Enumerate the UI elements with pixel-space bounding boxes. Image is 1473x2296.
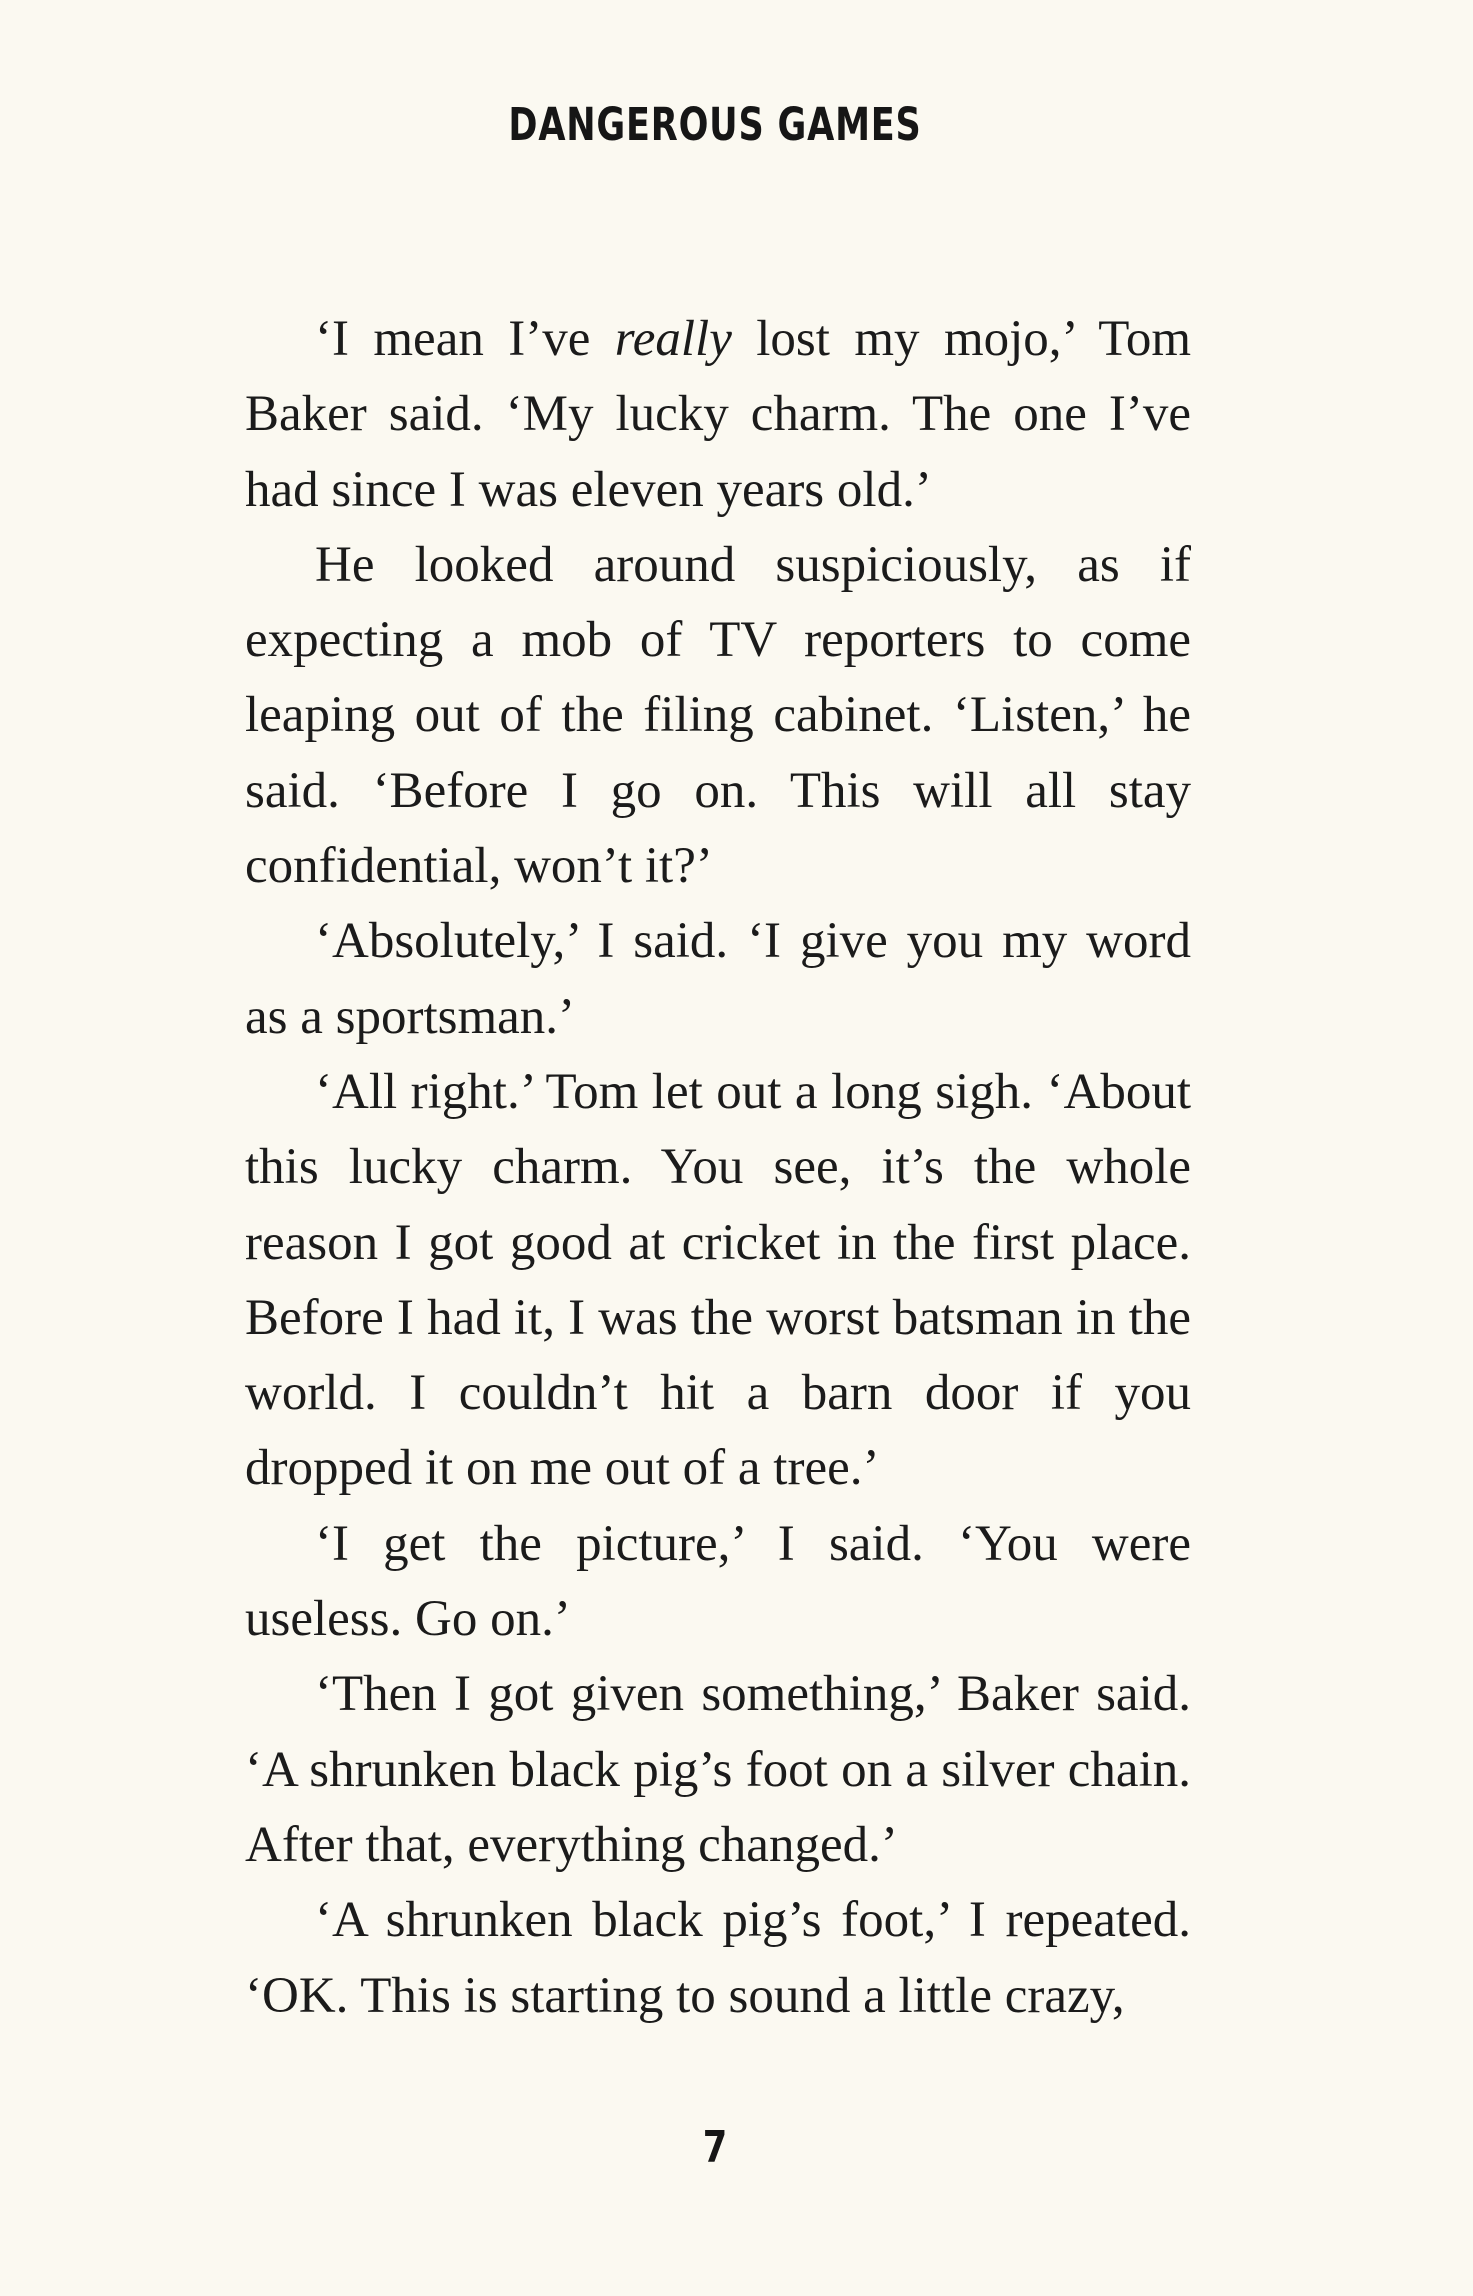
paragraph: ‘I get the picture,’ I said. ‘You were useless. Go on.’ (245, 1515, 1191, 1648)
emphasis-text: really (614, 311, 732, 367)
running-head: DANGEROUS GAMES (508, 98, 922, 151)
paragraph-text: ‘I mean I’ve (315, 311, 615, 367)
paragraph (245, 302, 1191, 528)
paragraph: ‘A shrunken black pig’s foot,’ I repeated. ‘OK. This is starting to sound a little crazy, (245, 1892, 1191, 2024)
paragraph: He looked around suspiciously, as if expecting a mob of TV reporters to come leaping out of the filing cabinet. ‘Listen,’ he said. ‘Before I go on. This will all stay confidential, won’t it?’ (245, 536, 1191, 895)
paragraph: ‘All right.’ Tom let out a long sigh. ‘About this lucky charm. You see, it’s the whole reason I got good at cricket in the first place. Before I had it, I was the worst batsman in the world. I couldn’t hit a barn door if you dropped it on me out of a tree.’ (245, 1063, 1191, 1497)
paragraph: ‘Then I got given something,’ Baker said. ‘A shrunken black pig’s foot on a silver chain. After that, everything changed.’ (245, 1666, 1191, 1873)
paragraph: ‘Absolutely,’ I said. ‘I give you my word as a sportsman.’ (245, 913, 1191, 1045)
body-text (245, 302, 1191, 2034)
page-number: 7 (702, 2122, 728, 2173)
paragraph-text: lost my mojo,’ Tom Baker said. ‘My lucky charm. The one I’ve had since I was eleven years old.’ (245, 311, 1191, 518)
